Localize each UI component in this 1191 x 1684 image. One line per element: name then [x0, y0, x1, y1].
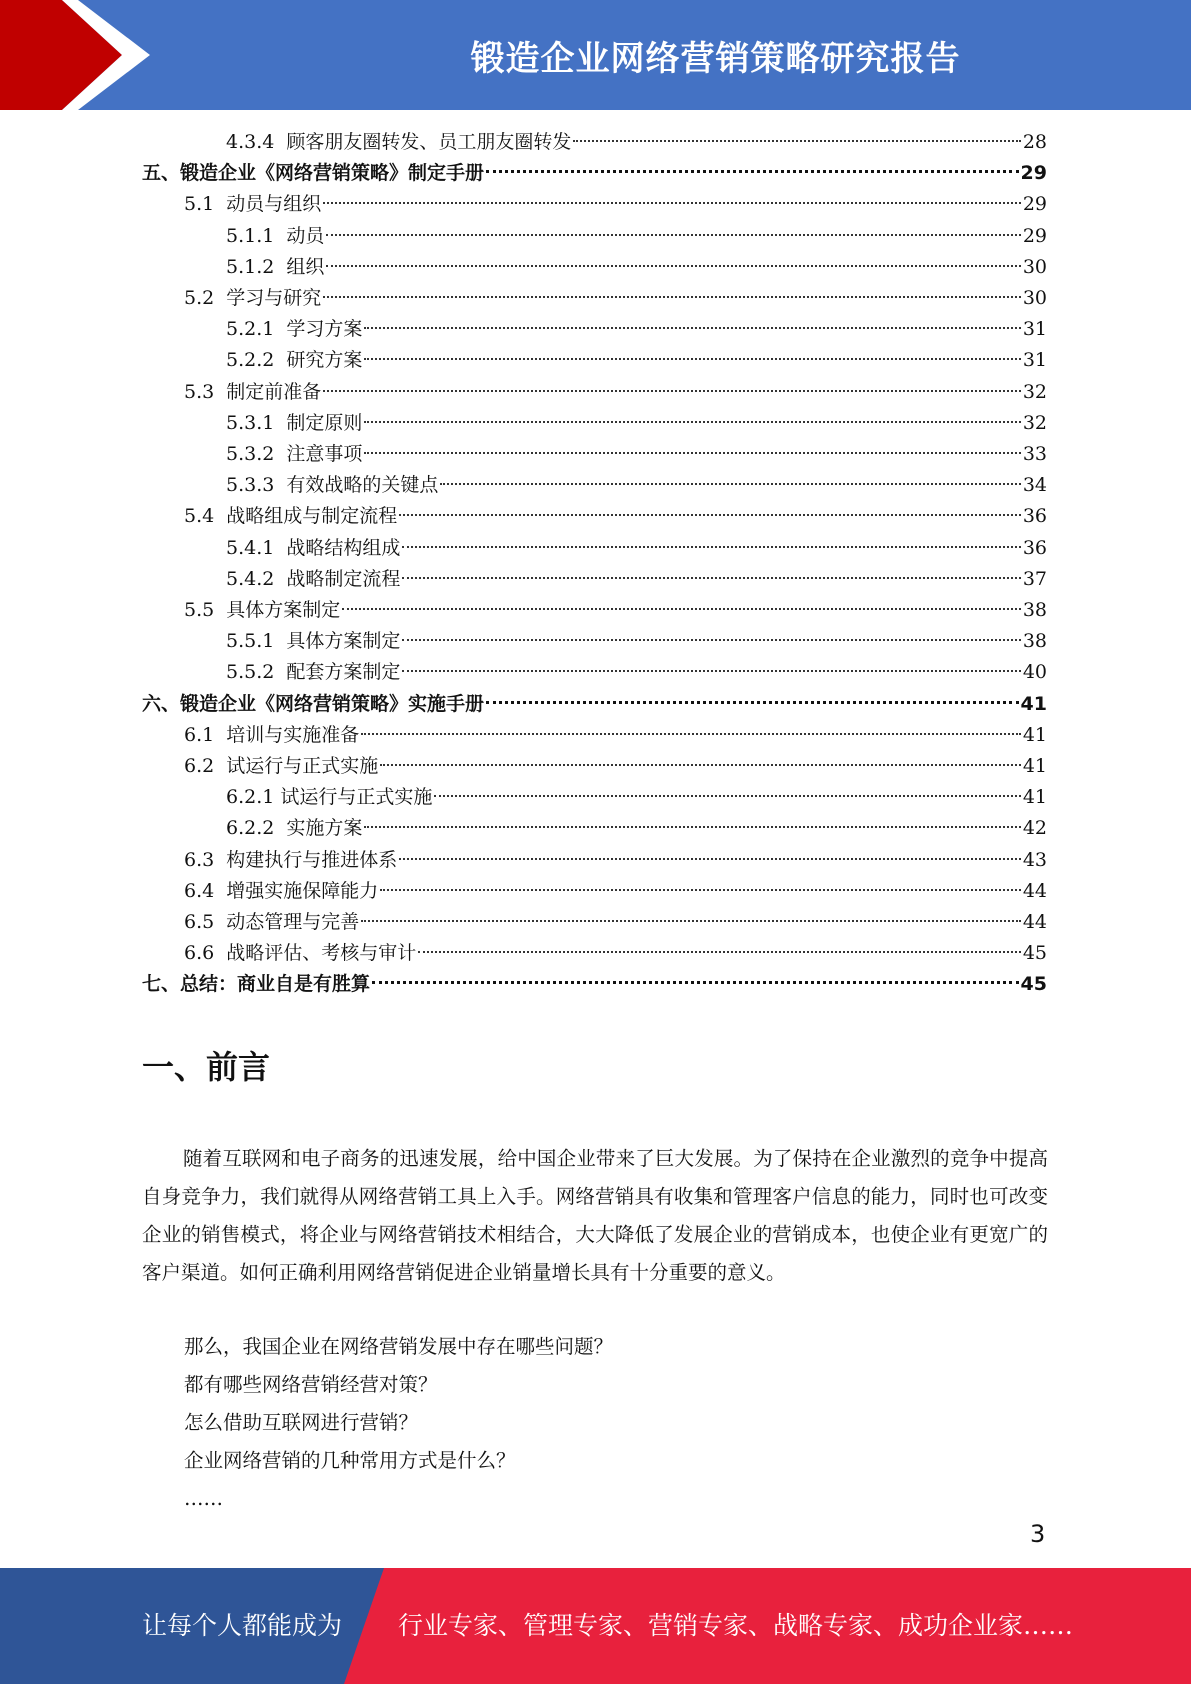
toc-entry-label: 5.2 学习与研究 — [184, 287, 322, 309]
toc-entry[interactable] — [226, 221, 1047, 252]
toc-leader-dots — [361, 920, 1021, 922]
toc-entry[interactable] — [226, 408, 1047, 439]
toc-entry-label: 6.3 构建执行与推进体系 — [184, 848, 398, 871]
toc-entry-page: 41 — [1022, 723, 1047, 746]
question-line: 那么，我国企业在网络营销发展中存在哪些问题？ — [184, 1335, 614, 1358]
toc-entry[interactable] — [226, 252, 1047, 283]
toc-entry[interactable] — [226, 626, 1047, 657]
toc-leader-dots — [402, 546, 1020, 548]
toc-entry-page: 30 — [1022, 255, 1047, 278]
toc-entry[interactable] — [226, 564, 1047, 595]
page-footer — [0, 1568, 1191, 1684]
toc-leader-dots — [372, 981, 1019, 984]
toc-entry-page: 41 — [1020, 692, 1047, 715]
toc-entry-page: 29 — [1022, 224, 1047, 247]
toc-entry-label: 5.2.1 学习方案 — [226, 318, 363, 341]
section-heading: 一、前言 — [142, 1048, 271, 1086]
toc-leader-dots — [326, 234, 1020, 236]
toc-entry-label: 5.1.1 动员 — [226, 224, 325, 247]
question-list — [184, 1328, 613, 1518]
toc-leader-dots — [326, 265, 1020, 267]
toc-entry[interactable] — [184, 501, 1047, 532]
toc-entry-label: 4.3.4 顾客朋友圈转发、员工朋友圈转发 — [226, 131, 572, 153]
toc-entry[interactable] — [142, 969, 1047, 1000]
toc-leader-dots — [364, 327, 1020, 329]
toc-leader-dots — [402, 670, 1020, 672]
toc-leader-dots — [364, 421, 1020, 423]
toc-entry[interactable] — [226, 314, 1047, 345]
toc-leader-dots — [364, 826, 1020, 828]
toc-entry[interactable] — [226, 345, 1047, 376]
question-line: 怎么借助互联网进行营销？ — [184, 1411, 419, 1434]
toc-entry[interactable] — [184, 189, 1047, 220]
toc-entry-label: 5.5 具体方案制定 — [184, 599, 341, 621]
toc-entry-label: 6.5 动态管理与完善 — [184, 911, 360, 933]
toc-entry[interactable] — [184, 720, 1047, 751]
toc-entry[interactable] — [226, 439, 1047, 470]
toc-entry[interactable] — [226, 470, 1047, 501]
toc-entry-page: 32 — [1022, 380, 1047, 403]
question-line: 企业网络营销的几种常用方式是什么？ — [184, 1449, 516, 1472]
toc-entry[interactable] — [184, 845, 1047, 876]
toc-entry[interactable] — [226, 533, 1047, 564]
toc-leader-dots — [323, 390, 1021, 392]
intro-paragraph: 随着互联网和电子商务的迅速发展，给中国企业带来了巨大发展。为了保持在企业激烈的竞争中提高自身竞争力，我们就得从网络营销工具上入手。网络营销具有收集和管理客户信息的能力，同时也可改变企业的销售模式，将企业与网络营销技术相结合，大大降低了发展企业的营销成本，也使企业有更宽广的客户渠道。如何正确利用网络营销促进企业销量增长具有十分重要的意义。 — [142, 1147, 1048, 1284]
toc-entry-label: 5.3 制定前准备 — [184, 380, 322, 403]
toc-entry-label: 五、锻造企业《网络营销策略》制定手册 — [142, 162, 485, 185]
question-line: …… — [184, 1487, 223, 1510]
toc-leader-dots — [380, 889, 1021, 891]
toc-entry-page: 29 — [1020, 162, 1047, 185]
toc-leader-dots — [402, 639, 1020, 641]
question-line: 都有哪些网络营销经营对策？ — [184, 1373, 438, 1396]
toc-leader-dots — [486, 701, 1019, 704]
toc-entry-label: 6.2.1 试运行与正式实施 — [226, 786, 433, 809]
page-number: 3 — [1030, 1520, 1046, 1548]
toc-leader-dots — [323, 296, 1021, 298]
header-arrow-icon — [0, 0, 160, 110]
toc-entry-label: 5.5.1 具体方案制定 — [226, 630, 401, 653]
toc-entry-label: 5.3.3 有效战略的关键点 — [226, 474, 439, 497]
report-title: 锻造企业网络营销策略研究报告 — [470, 38, 961, 79]
toc-leader-dots — [402, 577, 1020, 579]
toc-leader-dots — [440, 483, 1020, 485]
toc-entry[interactable] — [184, 938, 1047, 969]
toc-entry[interactable] — [184, 595, 1047, 626]
toc-entry-page: 32 — [1022, 411, 1047, 434]
toc-leader-dots — [361, 733, 1021, 735]
toc-entry[interactable] — [142, 689, 1047, 720]
toc-leader-dots — [399, 514, 1021, 516]
footer-slogan-right: 行业专家、管理专家、营销专家、战略专家、成功企业家…… — [398, 1611, 1074, 1640]
toc-leader-dots — [486, 170, 1019, 173]
toc-entry-page: 43 — [1022, 848, 1047, 871]
toc-entry-page: 42 — [1022, 817, 1047, 840]
toc-entry-label: 六、锻造企业《网络营销策略》实施手册 — [142, 692, 485, 715]
toc-entry[interactable] — [184, 876, 1047, 907]
toc-entry-label: 6.1 培训与实施准备 — [184, 723, 360, 746]
toc-entry-page: 40 — [1022, 661, 1047, 684]
toc-entry-page: 45 — [1022, 942, 1047, 965]
toc-entry-label: 5.4.1 战略结构组成 — [226, 536, 401, 559]
toc-leader-dots — [323, 202, 1021, 204]
toc-entry-page: 34 — [1022, 474, 1047, 497]
toc-entry[interactable] — [226, 813, 1047, 844]
toc-entry-label: 6.6 战略评估、考核与审计 — [184, 942, 417, 965]
toc-entry-label: 七、总结：商业自是有胜算 — [142, 973, 371, 996]
toc-entry-label: 5.3.1 制定原则 — [226, 411, 363, 434]
toc-entry-page: 31 — [1022, 349, 1047, 372]
toc-entry-label: 5.2.2 研究方案 — [226, 349, 363, 372]
toc-entry-page: 36 — [1022, 505, 1047, 528]
toc-entry-label: 5.5.2 配套方案制定 — [226, 661, 401, 684]
footer-slogan-left: 让每个人都能成为 — [142, 1611, 343, 1640]
toc-entry[interactable] — [184, 283, 1047, 314]
toc-entry-page: 29 — [1022, 193, 1047, 216]
toc-entry-page: 30 — [1022, 287, 1047, 309]
toc-entry-label: 6.2.2 实施方案 — [226, 817, 363, 840]
toc-leader-dots — [364, 452, 1020, 454]
toc-entry-page: 31 — [1022, 318, 1047, 341]
toc-entry-label: 6.2 试运行与正式实施 — [184, 755, 379, 777]
toc-entry-page: 41 — [1022, 786, 1047, 809]
toc-entry[interactable] — [226, 127, 1047, 158]
toc-entry-label: 5.1 动员与组织 — [184, 193, 322, 216]
toc-entry-page: 33 — [1022, 443, 1047, 465]
toc-entry[interactable] — [226, 782, 1047, 813]
toc-leader-dots — [573, 140, 1020, 142]
toc-entry[interactable] — [226, 657, 1047, 688]
toc-entry[interactable] — [184, 907, 1047, 938]
toc-entry-page: 44 — [1022, 911, 1047, 933]
toc-entry-page: 37 — [1022, 567, 1047, 590]
toc-entry-label: 5.4.2 战略制定流程 — [226, 567, 401, 590]
toc-entry-label: 5.4 战略组成与制定流程 — [184, 505, 398, 528]
toc-entry-page: 38 — [1022, 599, 1047, 621]
toc-entry-page: 28 — [1022, 131, 1047, 153]
toc-entry[interactable] — [184, 751, 1047, 782]
page-header — [0, 0, 1191, 110]
toc-leader-dots — [364, 358, 1020, 360]
toc-leader-dots — [399, 858, 1021, 860]
toc-entry-label: 5.3.2 注意事项 — [226, 443, 363, 465]
toc-entry[interactable] — [184, 377, 1047, 408]
toc-entry-label: 5.1.2 组织 — [226, 255, 325, 278]
toc-entry-page: 44 — [1022, 879, 1047, 902]
toc-leader-dots — [434, 795, 1020, 797]
toc-entry-page: 41 — [1022, 755, 1047, 777]
toc-entry-page: 36 — [1022, 536, 1047, 559]
toc-leader-dots — [380, 764, 1021, 766]
toc-entry-label: 6.4 增强实施保障能力 — [184, 879, 379, 902]
toc-entry-page: 38 — [1022, 630, 1047, 653]
toc-entry-page: 45 — [1020, 973, 1047, 996]
toc-entry[interactable] — [142, 158, 1047, 189]
toc-leader-dots — [418, 951, 1021, 953]
toc-leader-dots — [342, 608, 1021, 610]
